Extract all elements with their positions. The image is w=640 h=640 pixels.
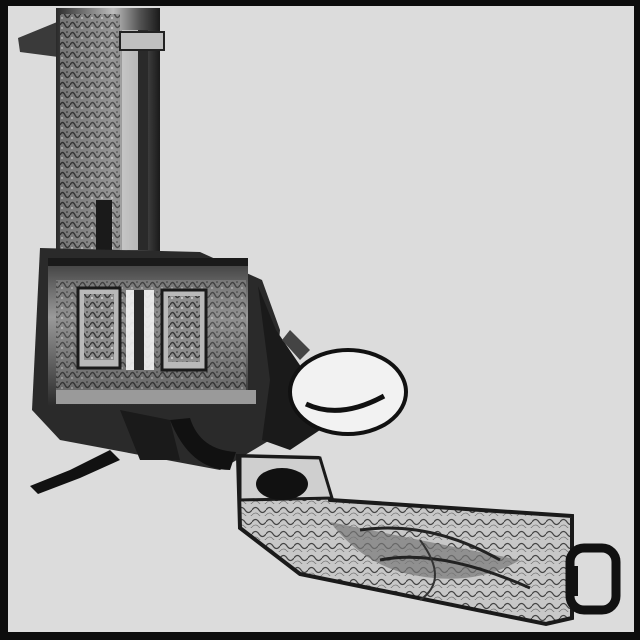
barrel <box>56 8 164 260</box>
grip-screw <box>256 468 308 500</box>
